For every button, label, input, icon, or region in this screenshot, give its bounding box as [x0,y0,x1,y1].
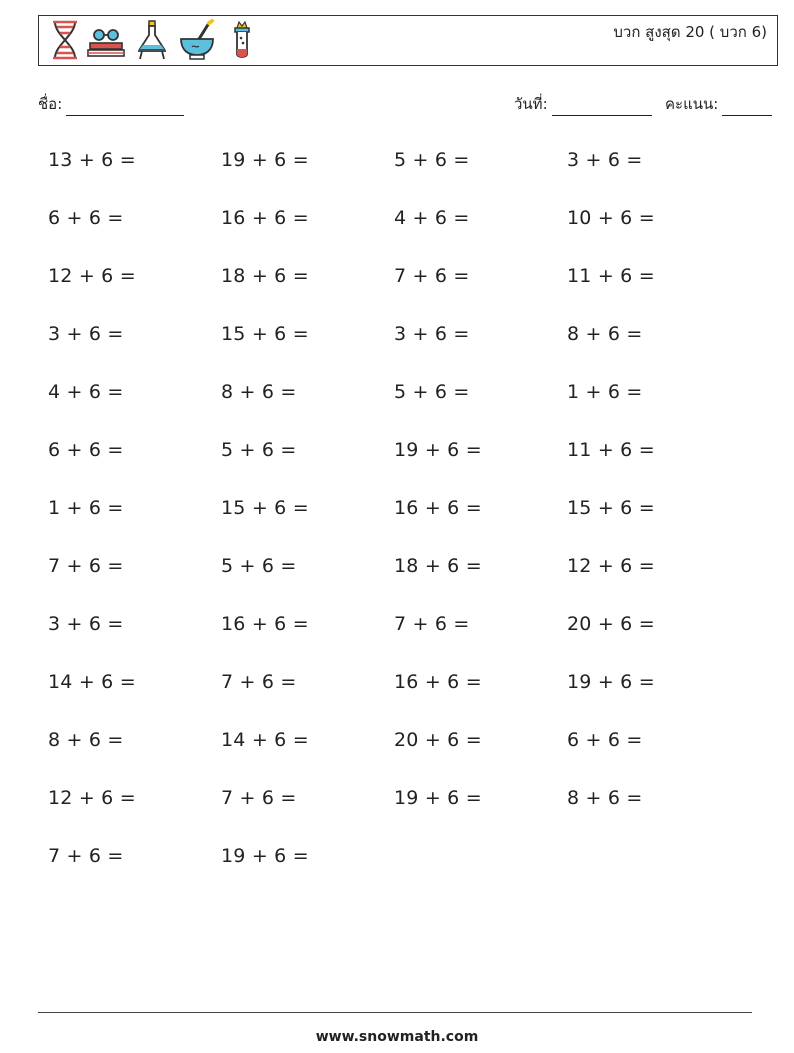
mortar-pestle-icon [177,19,217,61]
flask-icon [132,19,172,61]
problem-item: 14 + 6 = [221,729,309,751]
problem-item: 8 + 6 = [48,729,124,751]
dna-icon [45,19,85,61]
problem-item: 5 + 6 = [221,439,297,461]
footer-url: www.snowmath.com [315,1029,479,1045]
problem-item: 5 + 6 = [394,381,470,403]
problem-item: 16 + 6 = [221,207,309,229]
problem-item: 3 + 6 = [567,149,643,171]
problem-item: 4 + 6 = [48,381,124,403]
problem-item: 19 + 6 = [394,787,482,809]
problem-item: 18 + 6 = [394,555,482,577]
problem-item: 7 + 6 = [48,555,124,577]
problem-item: 14 + 6 = [48,671,136,693]
problem-item: 15 + 6 = [221,497,309,519]
worksheet-header [38,15,778,66]
problem-item: 1 + 6 = [567,381,643,403]
glasses-on-books-icon [86,19,126,61]
problem-item: 6 + 6 = [567,729,643,751]
name-field[interactable] [38,92,184,116]
problem-item: 12 + 6 = [567,555,655,577]
problem-item: 15 + 6 = [221,323,309,345]
date-field[interactable] [514,92,652,116]
date-label: วันที่: [514,95,548,113]
problem-item: 5 + 6 = [221,555,297,577]
student-info-row [38,92,770,116]
problem-item: 8 + 6 = [567,787,643,809]
date-blank-line[interactable] [552,99,652,116]
problem-item: 10 + 6 = [567,207,655,229]
problem-item: 19 + 6 = [567,671,655,693]
problem-item: 7 + 6 = [221,671,297,693]
problem-item: 16 + 6 = [394,671,482,693]
problem-item: 8 + 6 = [567,323,643,345]
problem-item: 19 + 6 = [221,149,309,171]
problem-item: 19 + 6 = [221,845,309,867]
score-blank-line[interactable] [722,99,772,116]
problem-item: 11 + 6 = [567,439,655,461]
problem-item: 7 + 6 = [394,613,470,635]
problem-item: 12 + 6 = [48,265,136,287]
problem-item: 18 + 6 = [221,265,309,287]
problem-item: 7 + 6 = [394,265,470,287]
problem-item: 5 + 6 = [394,149,470,171]
problem-item: 4 + 6 = [394,207,470,229]
problem-item: 7 + 6 = [48,845,124,867]
problem-item: 12 + 6 = [48,787,136,809]
score-field[interactable] [665,92,772,116]
problem-item: 1 + 6 = [48,497,124,519]
worksheet-title: บวก สูงสุด 20 ( บวก 6) [613,23,767,41]
name-blank-line[interactable] [66,99,184,116]
score-label: คะแนน: [665,95,719,113]
problem-item: 3 + 6 = [48,613,124,635]
problem-item: 3 + 6 = [48,323,124,345]
problem-item: 13 + 6 = [48,149,136,171]
problem-item: 7 + 6 = [221,787,297,809]
problem-item: 16 + 6 = [394,497,482,519]
problem-item: 8 + 6 = [221,381,297,403]
name-label: ชื่อ: [38,95,63,113]
problem-item: 15 + 6 = [567,497,655,519]
problem-item: 16 + 6 = [221,613,309,635]
problem-item: 20 + 6 = [394,729,482,751]
problem-item: 20 + 6 = [567,613,655,635]
problem-item: 3 + 6 = [394,323,470,345]
footer-divider [38,1012,752,1013]
test-tube-icon [222,19,262,61]
problem-item: 19 + 6 = [394,439,482,461]
problem-item: 6 + 6 = [48,207,124,229]
problem-item: 11 + 6 = [567,265,655,287]
problem-item: 6 + 6 = [48,439,124,461]
